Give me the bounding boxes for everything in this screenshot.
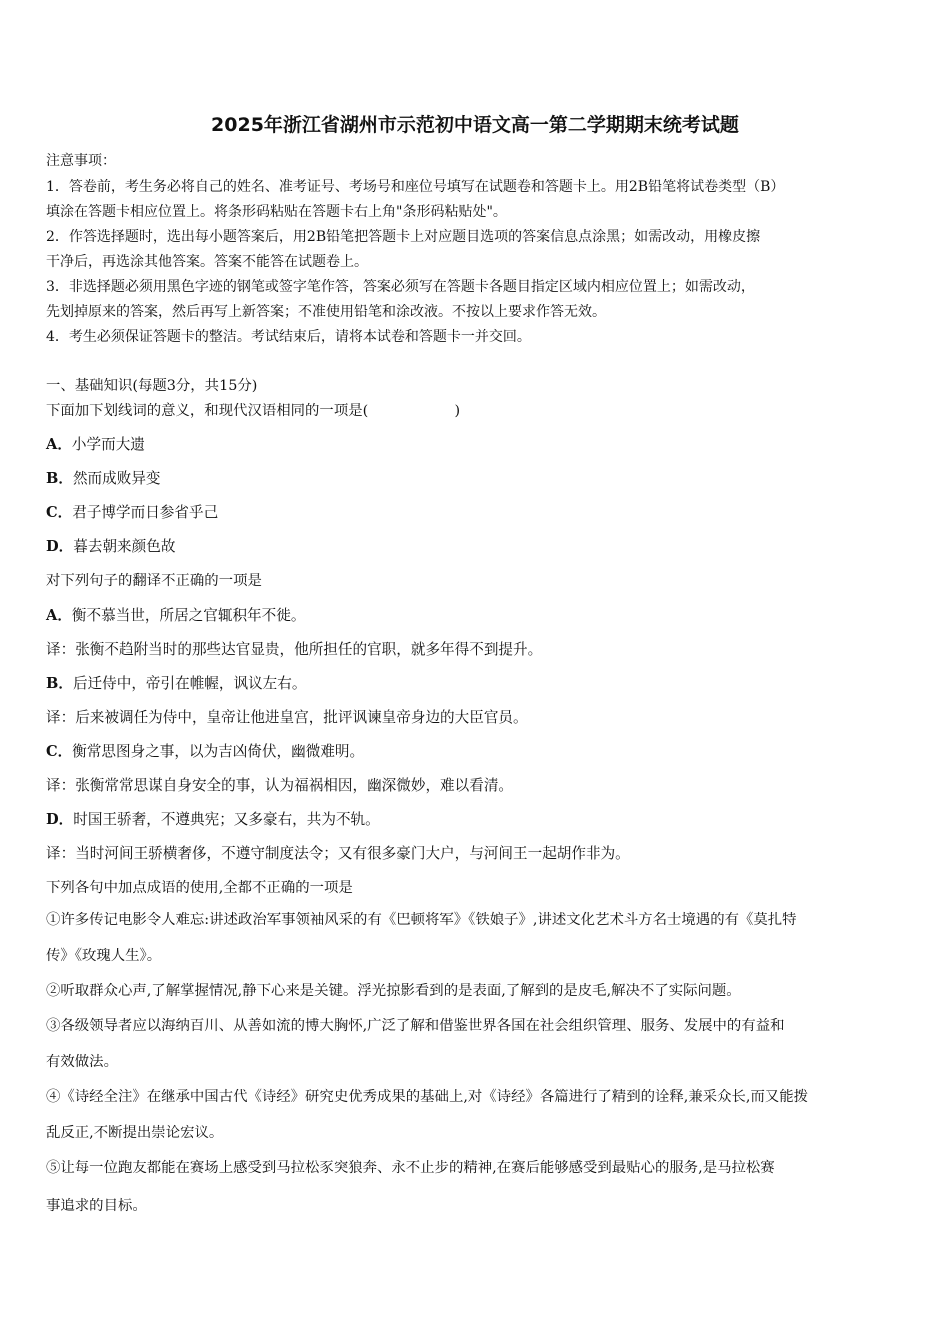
notice-heading: 注意事项： <box>46 153 116 169</box>
translation-c: 译：张衡常常思谋自身安全的事，认为福祸相因，幽深微妙，难以看清。 <box>46 777 514 794</box>
notice-line: 3．非选择题必须用黑色字迹的钢笔或签字笔作答，答案必须写在答题卡各题目指定区域内相应位置上；如需改动， <box>46 279 755 295</box>
notice-line: 填涂在答题卡相应位置上。将条形码粘贴在答题卡右上角"条形码粘贴处"。 <box>46 204 507 220</box>
notice-line: 先划掉原来的答案，然后再写上新答案；不准使用铅笔和涂改液。不按以上要求作答无效。 <box>46 304 606 320</box>
option-c <box>46 503 218 523</box>
option-letter: B． <box>46 675 73 692</box>
option-letter: A． <box>46 607 72 624</box>
translation-b: 译：后来被调任为侍中，皇帝让他进皇宫，批评讽谏皇帝身边的大臣官员。 <box>46 709 528 726</box>
item-line: 事追求的目标。 <box>46 1198 147 1214</box>
option-letter: A． <box>46 436 72 453</box>
question-stem: 下面加下划线词的意义，和现代汉语相同的一项是( ) <box>46 403 461 419</box>
option-text: 小学而大遗 <box>71 436 145 453</box>
option-text: 君子博学而日参省乎己 <box>72 504 219 521</box>
item-line: 传》《玫瑰人生》。 <box>46 948 162 964</box>
notice-line: 4．考生必须保证答题卡的整洁。考试结束后，请将本试卷和答题卡一并交回。 <box>46 329 531 345</box>
item-line: ②听取群众心声,了解掌握情况,静下心来是关键。浮光掠影看到的是表面,了解到的是皮毛,解决不了实际问题。 <box>46 983 741 999</box>
item-line: ④《诗经全注》在继承中国古代《诗经》研究史优秀成果的基础上,对《诗经》各篇进行了精到的诠释,兼采众长,而又能拨 <box>46 1089 809 1105</box>
question-stem: 下列各句中加点成语的使用,全都不正确的一项是 <box>46 880 353 896</box>
option-b <box>46 674 306 694</box>
option-text: 然而成败异变 <box>72 470 161 487</box>
option-letter: D． <box>46 538 74 555</box>
notice-line: 2．作答选择题时，选出每小题答案后，用2B铅笔把答题卡上对应题目选项的答案信息点涂黑；如需改动，用橡皮擦 <box>46 229 761 245</box>
translation-a: 译：张衡不趋附当时的那些达官显贵，他所担任的官职，就多年得不到提升。 <box>46 641 543 658</box>
item-line: 乱反正,不断提出崇论宏议。 <box>46 1125 224 1141</box>
option-letter: C． <box>46 743 73 760</box>
option-d <box>46 537 175 557</box>
section-heading: 一、基础知识(每题3分，共15分) <box>46 378 258 394</box>
item-line: ③各级领导者应以海纳百川、从善如流的博大胸怀,广泛了解和借鉴世界各国在社会组织管理、服务、发展中的有益和 <box>46 1018 785 1034</box>
option-b <box>46 469 161 489</box>
question-stem: 对下列句子的翻译不正确的一项是 <box>46 573 262 589</box>
option-letter: C． <box>46 504 73 521</box>
notice-line: 1．答卷前，考生务必将自己的姓名、准考证号、考场号和座位号填写在试题卷和答题卡上。用2B铅笔将试卷类型（B） <box>46 179 785 195</box>
item-line: 有效做法。 <box>46 1054 118 1070</box>
option-letter: D． <box>46 811 74 828</box>
notice-line: 干净后，再选涂其他答案。答案不能答在试题卷上。 <box>46 254 368 270</box>
item-line: ⑤让每一位跑友都能在赛场上感受到马拉松豕突狼奔、永不止步的精神,在赛后能够感受到最贴心的服务,是马拉松赛 <box>46 1160 775 1176</box>
option-c <box>46 742 364 762</box>
translation-d: 译：当时河间王骄横奢侈，不遵守制度法令；又有很多豪门大户，与河间王一起胡作非为。 <box>46 845 630 862</box>
item-line: ①许多传记电影令人难忘:讲述政治军事领袖风采的有《巴顿将军》《铁娘子》,讲述文化艺术斗方名士境遇的有《莫扎特 <box>46 912 797 928</box>
option-a <box>46 606 305 626</box>
option-d <box>46 810 380 830</box>
option-text: 暮去朝来颜色故 <box>73 538 176 555</box>
page-title: 2025年浙江省湖州市示范初中语文高一第二学期期末统考试题 <box>211 114 739 136</box>
option-a <box>46 435 145 455</box>
option-letter: B． <box>46 470 73 487</box>
option-text: 时国王骄奢，不遵典宪；又多豪右，共为不轨。 <box>73 811 380 828</box>
option-text: 后迁侍中，帝引在帷幄，讽议左右。 <box>72 675 307 692</box>
option-text: 衡不慕当世，所居之官辄积年不徙。 <box>71 607 306 624</box>
option-text: 衡常思图身之事，以为吉凶倚伏，幽微难明。 <box>72 743 365 760</box>
